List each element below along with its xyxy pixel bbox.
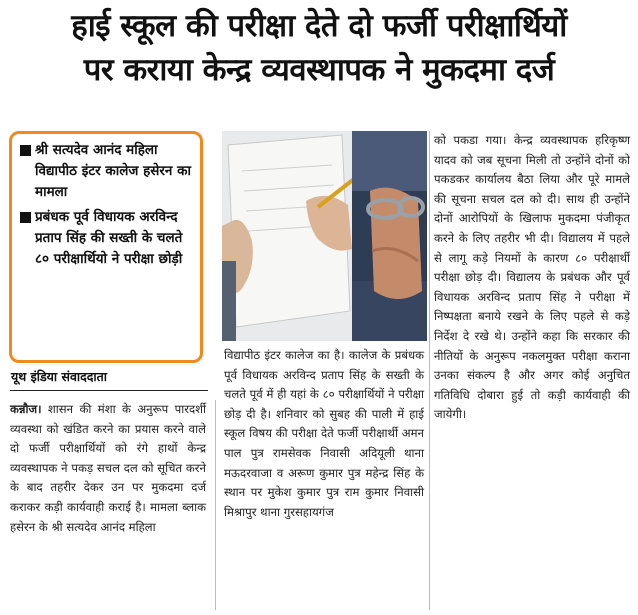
- handcuffed-hands-image: [352, 131, 427, 341]
- bullet-square-icon: [20, 212, 31, 223]
- highlight-text: प्रबंधक पूर्व विधायक अरविन्द प्रताप सिंह की सख्ती के चलते ८० परीक्षार्थियो ने परीक्षा छोड़ी: [35, 209, 183, 267]
- column-divider: [215, 400, 216, 610]
- column-divider: [429, 131, 430, 610]
- headline: [0, 4, 638, 92]
- article-text: को पकडा गया। केन्द्र व्यवस्थापक हरिकृष्ण यादव को जब सूचना मिली तो उन्होंने दोनों को पकडकर कार्यालय बैठा लिया और पूरे मामले की सूचना सचल दल को दी। साथ ही उन्होंने दोनों आरोपियों के खिलाफ मुकदमा पंजीकृत करने के लिए तहरीर भी दी। विद्यालय में पहले से लागू कड़े नियमों के कारण ८० परीक्षार्थी परीक्षा छोड़ दी। विद्यालय के प्रबंधक और पूर्व विधायक अरविन्द प्रताप सिंह ने परीक्षा में निष्पक्षता बनाये रखने के लिए पहले से कड़े निर्देश दे रखे थे। उन्होंने कहा कि सरकार की नीतियों के अनुरूप नकलमुक्त परीक्षा कराना उनका संकल्प है और अगर कोई अनुचित गतिविधि दोबारा हुई तो कड़ी कार्यवाही की जायेगी।: [434, 133, 630, 422]
- article-column-3: [434, 131, 630, 425]
- article-column-1: [10, 400, 206, 537]
- dateline: कन्नौज।: [10, 402, 42, 416]
- article-column-2: [224, 346, 424, 522]
- headline-line-1: हाई स्कूल की परीक्षा देते दो फर्जी परीक्षार्थियों: [71, 8, 567, 44]
- bullet-square-icon: [20, 145, 31, 156]
- highlight-text: श्री सत्यदेव आनंद महिला विद्यापीठ इंटर कालेज हसेरन का मामला: [35, 142, 191, 200]
- highlight-item: [20, 140, 194, 203]
- highlight-item: [20, 207, 194, 270]
- byline-divider: [10, 390, 208, 391]
- article-text: विद्यापीठ इंटर कालेज का है। कालेज के प्रबंधक पूर्व विधायक अरविन्द प्रताप सिंह के सख्ती के चलते पूर्व में ही यहां के ८० परीक्षार्थियों ने परीक्षा छोड़ दी है। शनिवार को सुबह की पाली में हाई स्कूल विषय की परीक्षा देते फर्जी परीक्षार्थी अमन पाल पुत्र रामसेवक निवासी अदियूली थाना मऊदरवाजा व अरूण कुमार पुत्र महेन्द्र सिंह के स्थान पर मुकेश कुमार पुत्र राम कुमार निवासी मिश्रापुर थाना गुरसहायगंज: [224, 348, 424, 519]
- hand-writing-exam-image: [222, 131, 354, 341]
- news-photo: [222, 131, 427, 341]
- highlights-box: [9, 131, 203, 363]
- headline-line-2: पर कराया केन्द्र व्यवस्थापक ने मुकदमा दर्ज: [83, 52, 555, 88]
- byline: यूथ इंडिया संवाददाता: [11, 369, 108, 384]
- article-text: शासन की मंशा के अनुरूप पारदर्शी व्यवस्था को खंडित करने का प्रयास करने वाले दो फर्जी परीक्षार्थियों को रंगे हाथों केन्द्र व्यवस्थापक ने पकड़ सचल दल को सूचित करने के बाद तहरीर देकर उन पर मुकदमा दर्ज कराकर कड़ी कार्यवाही कराई है। मामला ब्लाक हसेरन के श्री सत्यदेव आनंद महिला: [10, 402, 206, 534]
